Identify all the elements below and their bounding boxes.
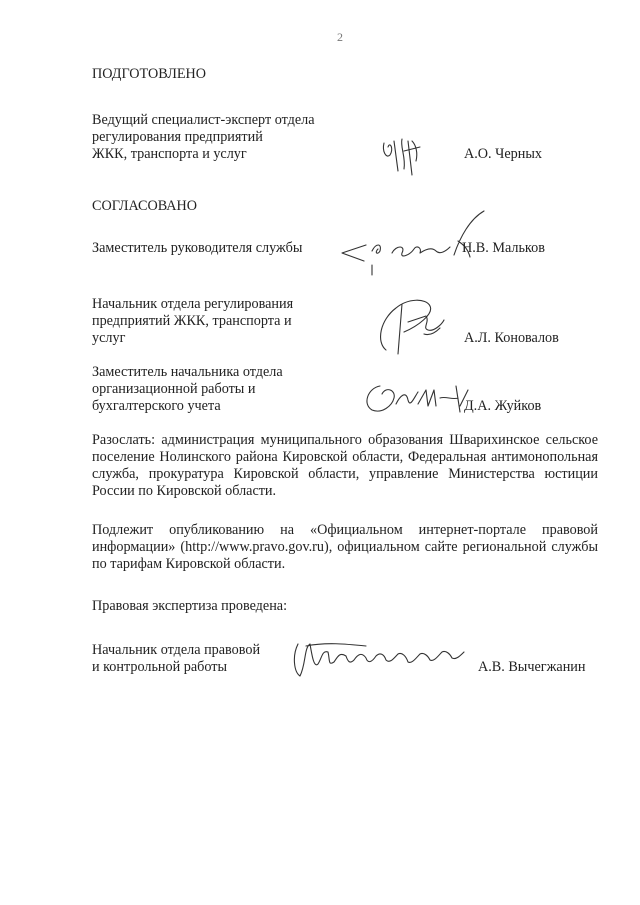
page-number: 2	[337, 30, 343, 44]
legal-review-name: А.В. Вычегжанин	[478, 659, 586, 675]
signature-konovalov	[372, 292, 462, 360]
signer-position-line: Заместитель руководителя службы	[92, 240, 303, 256]
prepared-heading: ПОДГОТОВЛЕНО	[92, 66, 206, 82]
signer-position-line: Заместитель начальника отдела	[92, 364, 283, 380]
publication-paragraph: Подлежит опубликованию на «Официальном интернет-портале правовой информации» (http://www.pravo.gov.ru), официальном сайте региональной службы по тарифам Кировской области.	[92, 522, 598, 572]
prepared-position-line: ЖКК, транспорта и услуг	[92, 146, 247, 162]
agreed-heading: СОГЛАСОВАНО	[92, 198, 198, 214]
legal-review-position-line: Начальник отдела правовой	[92, 642, 261, 658]
legal-review-position-line: и контрольной работы	[92, 659, 227, 675]
signer-position-line: организационной работы и	[92, 381, 256, 397]
distribution-paragraph: Разослать: администрация муниципального образования Шварихинское сельское поселение Нолинского района Кировской области, Федеральная антимонопольная служба, прокуратура Кировской области, управление Министерства юстиции России по Кировской области.	[92, 432, 598, 499]
prepared-position-line: Ведущий специалист-эксперт отдела	[92, 112, 315, 128]
legal-review-statement: Правовая экспертиза проведена:	[92, 598, 288, 614]
signer-position-line: бухгалтерского учета	[92, 398, 221, 414]
prepared-name: А.О. Черных	[464, 146, 542, 162]
signer-name: Н.В. Мальков	[462, 240, 545, 256]
prepared-position-line: регулирования предприятий	[92, 129, 263, 145]
signature-zhuykov	[360, 376, 470, 420]
signer-position-line: Начальник отдела регулирования	[92, 296, 294, 312]
signature-vychegzhanin	[286, 634, 472, 684]
signer-name: А.Л. Коновалов	[464, 330, 559, 346]
signer-position-line: предприятий ЖКК, транспорта и	[92, 313, 292, 329]
signer-name: Д.А. Жуйков	[464, 398, 542, 414]
signature-chernykh	[376, 135, 436, 183]
signer-position-line: услуг	[92, 330, 126, 346]
